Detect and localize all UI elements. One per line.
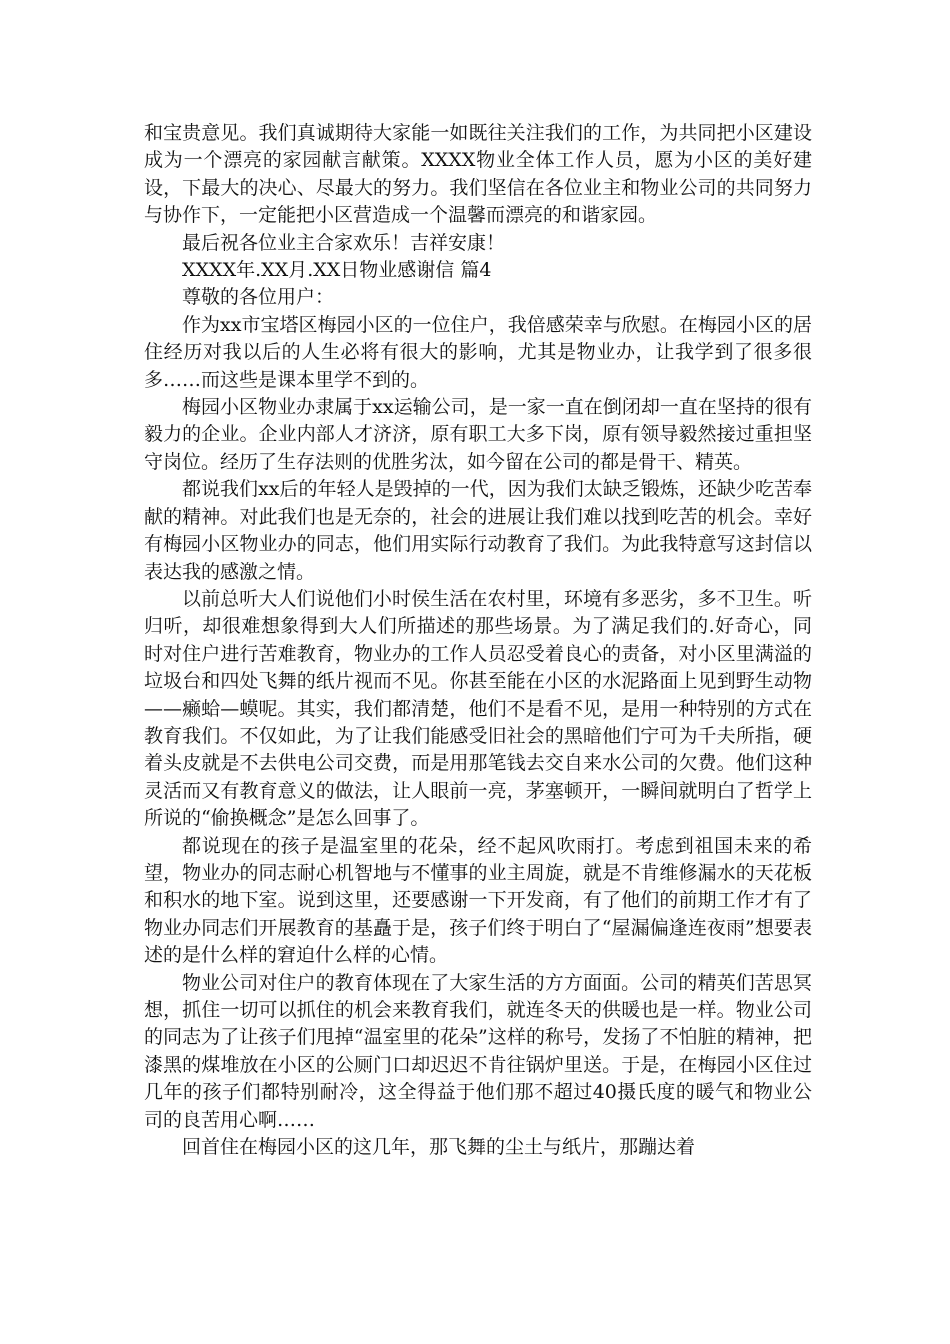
paragraph-continued: 和宝贵意见。我们真诚期待大家能一如既往关注我们的工作，为共同把小区建设成为一个漂亮的家园献言献策。XXXX物业全体工作人员，愿为小区的美好建设，下最大的决心、尽最大的努力。我们坚信在各位业主和物业公司的共同努力与协作下，一定能把小区营造成一个温馨而漂亮的和谐家园。	[144, 122, 812, 227]
paragraph: 作为xx市宝塔区梅园小区的一位住户，我倍感荣幸与欣慰。在梅园小区的居住经历对我以后的人生必将有很大的影响，尤其是物业办，让我学到了很多很多……而这些是课本里学不到的。	[144, 313, 812, 391]
paragraph: 梅园小区物业办隶属于xx运输公司，是一家一直在倒闭却一直在坚持的很有毅力的企业。企业内部人才济济，原有职工大多下岗，原有领导毅然接过重担坚守岗位。经历了生存法则的优胜劣汰，如今留在公司的都是骨干、精英。	[144, 396, 812, 473]
paragraph: 以前总听大人们说他们小时侯生活在农村里，环境有多恶劣，多不卫生。听归听，却很难想象得到大人们所描述的那些场景。为了满足我们的.好奇心，同时对住户进行苦难教育，物业办的工作人员忍受着良心的责备，对小区里满溢的垃圾台和四处飞舞的纸片视而不见。你甚至能在小区的水泥路面上见到野生动物——癞蛤—蟆呢。其实，我们都清楚，他们不是看不见，是用一种特别的方式在教育我们。不仅如此，为了让我们能感受旧社会的黑暗他们宁可为千夫所指，硬着头皮就是不去供电公司交费，而是用那笔钱去交自来水公司的欠费。他们这种灵活而又有教育意义的做法，让人眼前一亮，茅塞顿开，一瞬间就明白了哲学上所说的“偷换概念”是怎么回事了。	[144, 587, 812, 830]
section-heading: XXXX年.XX月.XX日物业感谢信 篇4	[182, 259, 492, 282]
paragraph: 物业公司对住户的教育体现在了大家生活的方方面面。公司的精英们苦思冥想，抓住一切可以抓住的机会来教育我们，就连冬天的供暖也是一样。物业公司的同志为了让孩子们甩掉“温室里的花朵”这样的称号，发扬了不怕脏的精神，把漆黑的煤堆放在小区的公厕门口却迟迟不肯往锅炉里送。于是，在梅园小区住过几年的孩子们都特别耐冷，这全得益于他们那不超过40摄氏度的暖气和物业公司的良苦用心啊……	[144, 971, 812, 1131]
paragraph-closing-wish: 最后祝各位业主合家欢乐！吉祥安康！	[182, 231, 506, 254]
salutation: 尊敬的各位用户：	[182, 286, 335, 309]
paragraph: 都说我们xx后的年轻人是毁掉的一代，因为我们太缺乏锻炼，还缺少吃苦奉献的精神。对此我们也是无奈的，社会的进展让我们难以找到吃苦的机会。幸好有梅园小区物业办的同志，他们用实际行动教育了我们。为此我特意写这封信以表达我的感激之情。	[144, 478, 812, 583]
paragraph: 都说现在的孩子是温室里的花朵，经不起风吹雨打。考虑到祖国未来的希望，物业办的同志耐心机智地与不懂事的业主周旋，就是不肯维修漏水的天花板和积水的地下室。说到这里，还要感谢一下开发商，有了他们的前期工作才有了物业办同志们开展教育的基矗于是，孩子们终于明白了“屋漏偏逢连夜雨”想要表述的是什么样的窘迫什么样的心情。	[144, 834, 812, 967]
document-body	[144, 120, 812, 1161]
paragraph-truncated: 回首住在梅园小区的这几年，那飞舞的尘土与纸片，那蹦达着	[182, 1136, 696, 1159]
